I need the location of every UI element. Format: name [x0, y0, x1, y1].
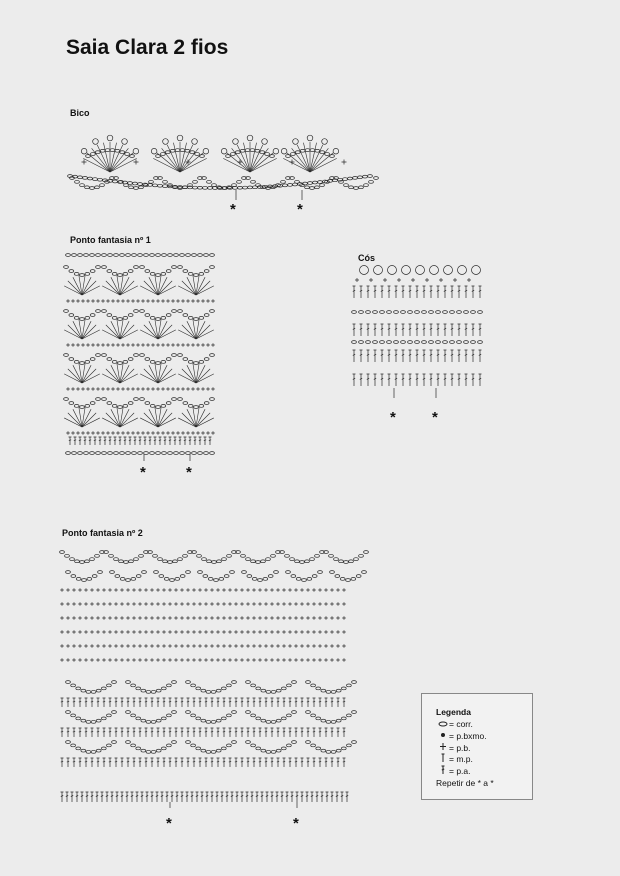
bico-chart — [64, 124, 376, 202]
cos-repeat-end-marker: * — [432, 409, 438, 426]
legend-box — [421, 693, 533, 800]
cos-chart — [350, 262, 490, 400]
legend-item: = p.bxmo. — [436, 730, 532, 742]
tall-stitch-icon — [436, 753, 449, 765]
pf2-repeat-start-marker: * — [166, 815, 172, 832]
bico-label: Bico — [70, 108, 90, 118]
pf1-label: Ponto fantasia nº 1 — [70, 235, 151, 245]
treble-stitch-icon — [436, 765, 449, 777]
legend-item: = p.b. — [436, 742, 532, 754]
legend-title: Legenda — [436, 706, 471, 717]
pf1-repeat-end-marker: * — [186, 464, 192, 481]
cross-icon — [436, 742, 449, 753]
pf1-chart — [64, 249, 220, 461]
cos-repeat-start-marker: * — [390, 409, 396, 426]
cos-label: Cós — [358, 253, 376, 263]
legend-item: = m.p. — [436, 753, 532, 765]
pf2-repeat-end-marker: * — [293, 815, 299, 832]
bico-repeat-end-marker: * — [297, 201, 303, 218]
bico-repeat-start-marker: * — [230, 201, 236, 218]
pf2-chart — [58, 542, 352, 808]
pf1-repeat-start-marker: * — [140, 464, 146, 481]
legend-item: = p.a. — [436, 765, 532, 777]
legend-item: = corr. — [436, 719, 532, 731]
chain-oval-icon — [436, 720, 449, 729]
legend-repeat-note: Repetir de * a * — [436, 778, 494, 789]
dot-icon — [436, 731, 449, 740]
page-title: Saia Clara 2 fios — [66, 36, 229, 59]
pf2-label: Ponto fantasia nº 2 — [62, 528, 143, 538]
